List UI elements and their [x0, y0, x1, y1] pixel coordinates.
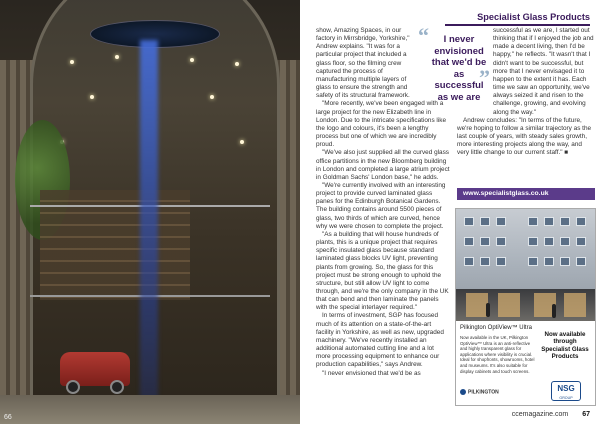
paragraph: "I never envisioned that we'd be as [322, 369, 421, 377]
paragraph: "We're currently involved with an interesting project to provide curved laminated glass panes for the Edinburgh Botanical Gardens. The building contains around 5500 pieces of glass, two thirds of which are curved, hence why we were chosen to complete the project. [316, 181, 446, 230]
paragraph: "As a building that will house hundreds of plants, this is a unique project that requires specific insulated glass because standard laminated glass blocks UV light, preventing plants from growing. So, the glass for this project must be strong enough to uphold the structure, but still allow UV light to come through, and we're the only company in the UK that can bend and then laminate the panels with the special interlayer required." [316, 230, 449, 312]
ad-product-name: Pilkington OptiView™ Ultra [460, 325, 532, 331]
open-quote-icon: “ [418, 23, 429, 48]
advertisement [455, 208, 596, 406]
paragraph: show, Amazing Spaces, in our factory in Mirrsbridge, Yorkshire," Andrew explains. "It was for a particular project that included a glass floor, so the filming crew captured the process of manufacturing multiple layers of glass to ensure the strength and safety of its structural framework. [316, 27, 410, 100]
car-wheel [66, 380, 80, 394]
ad-availability: Now available through Specialist Glass Products [541, 331, 589, 361]
stone-wall-left [0, 60, 34, 424]
page-footer [512, 411, 590, 418]
pilkington-logo: PILKINGTON [460, 389, 499, 395]
paragraph: Andrew concludes: "In terms of the future, we're hoping to follow a similar trajectory as the last couple of years, with steady sales growth, more interesting projects along the way, and very little change to our current staff." ■ [457, 116, 592, 157]
left-page-number: 66 [4, 414, 12, 421]
paragraph: "More recently, we've been engaged with a large project for the new Elizabeth line in London. Due to the intricate specifications like the logo and colours, it's been a lengthy process but one of which we are incredibly proud. [316, 100, 447, 149]
close-quote-icon: ” [479, 65, 490, 90]
floor [0, 395, 300, 424]
nsg-logo: NSG GROUP [551, 381, 581, 401]
website-link[interactable]: www.specialistglass.co.uk [457, 188, 595, 200]
paragraph: "We've also just supplied all the curved glass office partitions in the new Bloomberg building in London and completed a large atrium project in Goldman Sachs' London base," he adds. [316, 149, 450, 181]
paragraph: successful as we are, I started out thinking that if I enjoyed the job and made a decent living, then I'd be happy," he reflects. "It wasn't that I didn't want to be successful, but more that I never envisaged it to happen to the extent it has. Each time we saw an opportunity, we've always seized it and risen to the challenge, growing, and evolving along the way." [493, 27, 594, 116]
paragraph: In terms of investment, SGP has focused much of its attention on a state-of-the-art facility in Yorkshire, as well as new, upgraded machinery. "We've recently installed an additional automated cutting line and a lot more processing equipment to enhance our production capabilities," says Andrew. [316, 312, 444, 369]
pull-quote-text: I never envisioned that we'd be as successful as we are [431, 34, 487, 103]
page-number: 67 [582, 411, 590, 418]
pilkington-logo-icon [460, 389, 466, 395]
section-header [477, 12, 590, 22]
ad-building-photo [456, 209, 596, 321]
section-header-highlight: Specialist [477, 12, 521, 22]
section-header-rest: Glass Products [520, 12, 590, 22]
ad-description: Now available in the UK, Pilkington OptiView™ Ultra is an anti-reflective and highly transparent glass for applications where visibility is crucial. Ideal for shopfronts, showrooms, hotel and museums. It's also suitable for display cabinets and touch screens. [460, 335, 535, 374]
article-page [300, 0, 600, 424]
footer-site: ccemagazine.com [511, 411, 569, 418]
car-wheel [110, 380, 124, 394]
blue-light-column [140, 40, 158, 420]
article-column-2 [457, 27, 595, 158]
